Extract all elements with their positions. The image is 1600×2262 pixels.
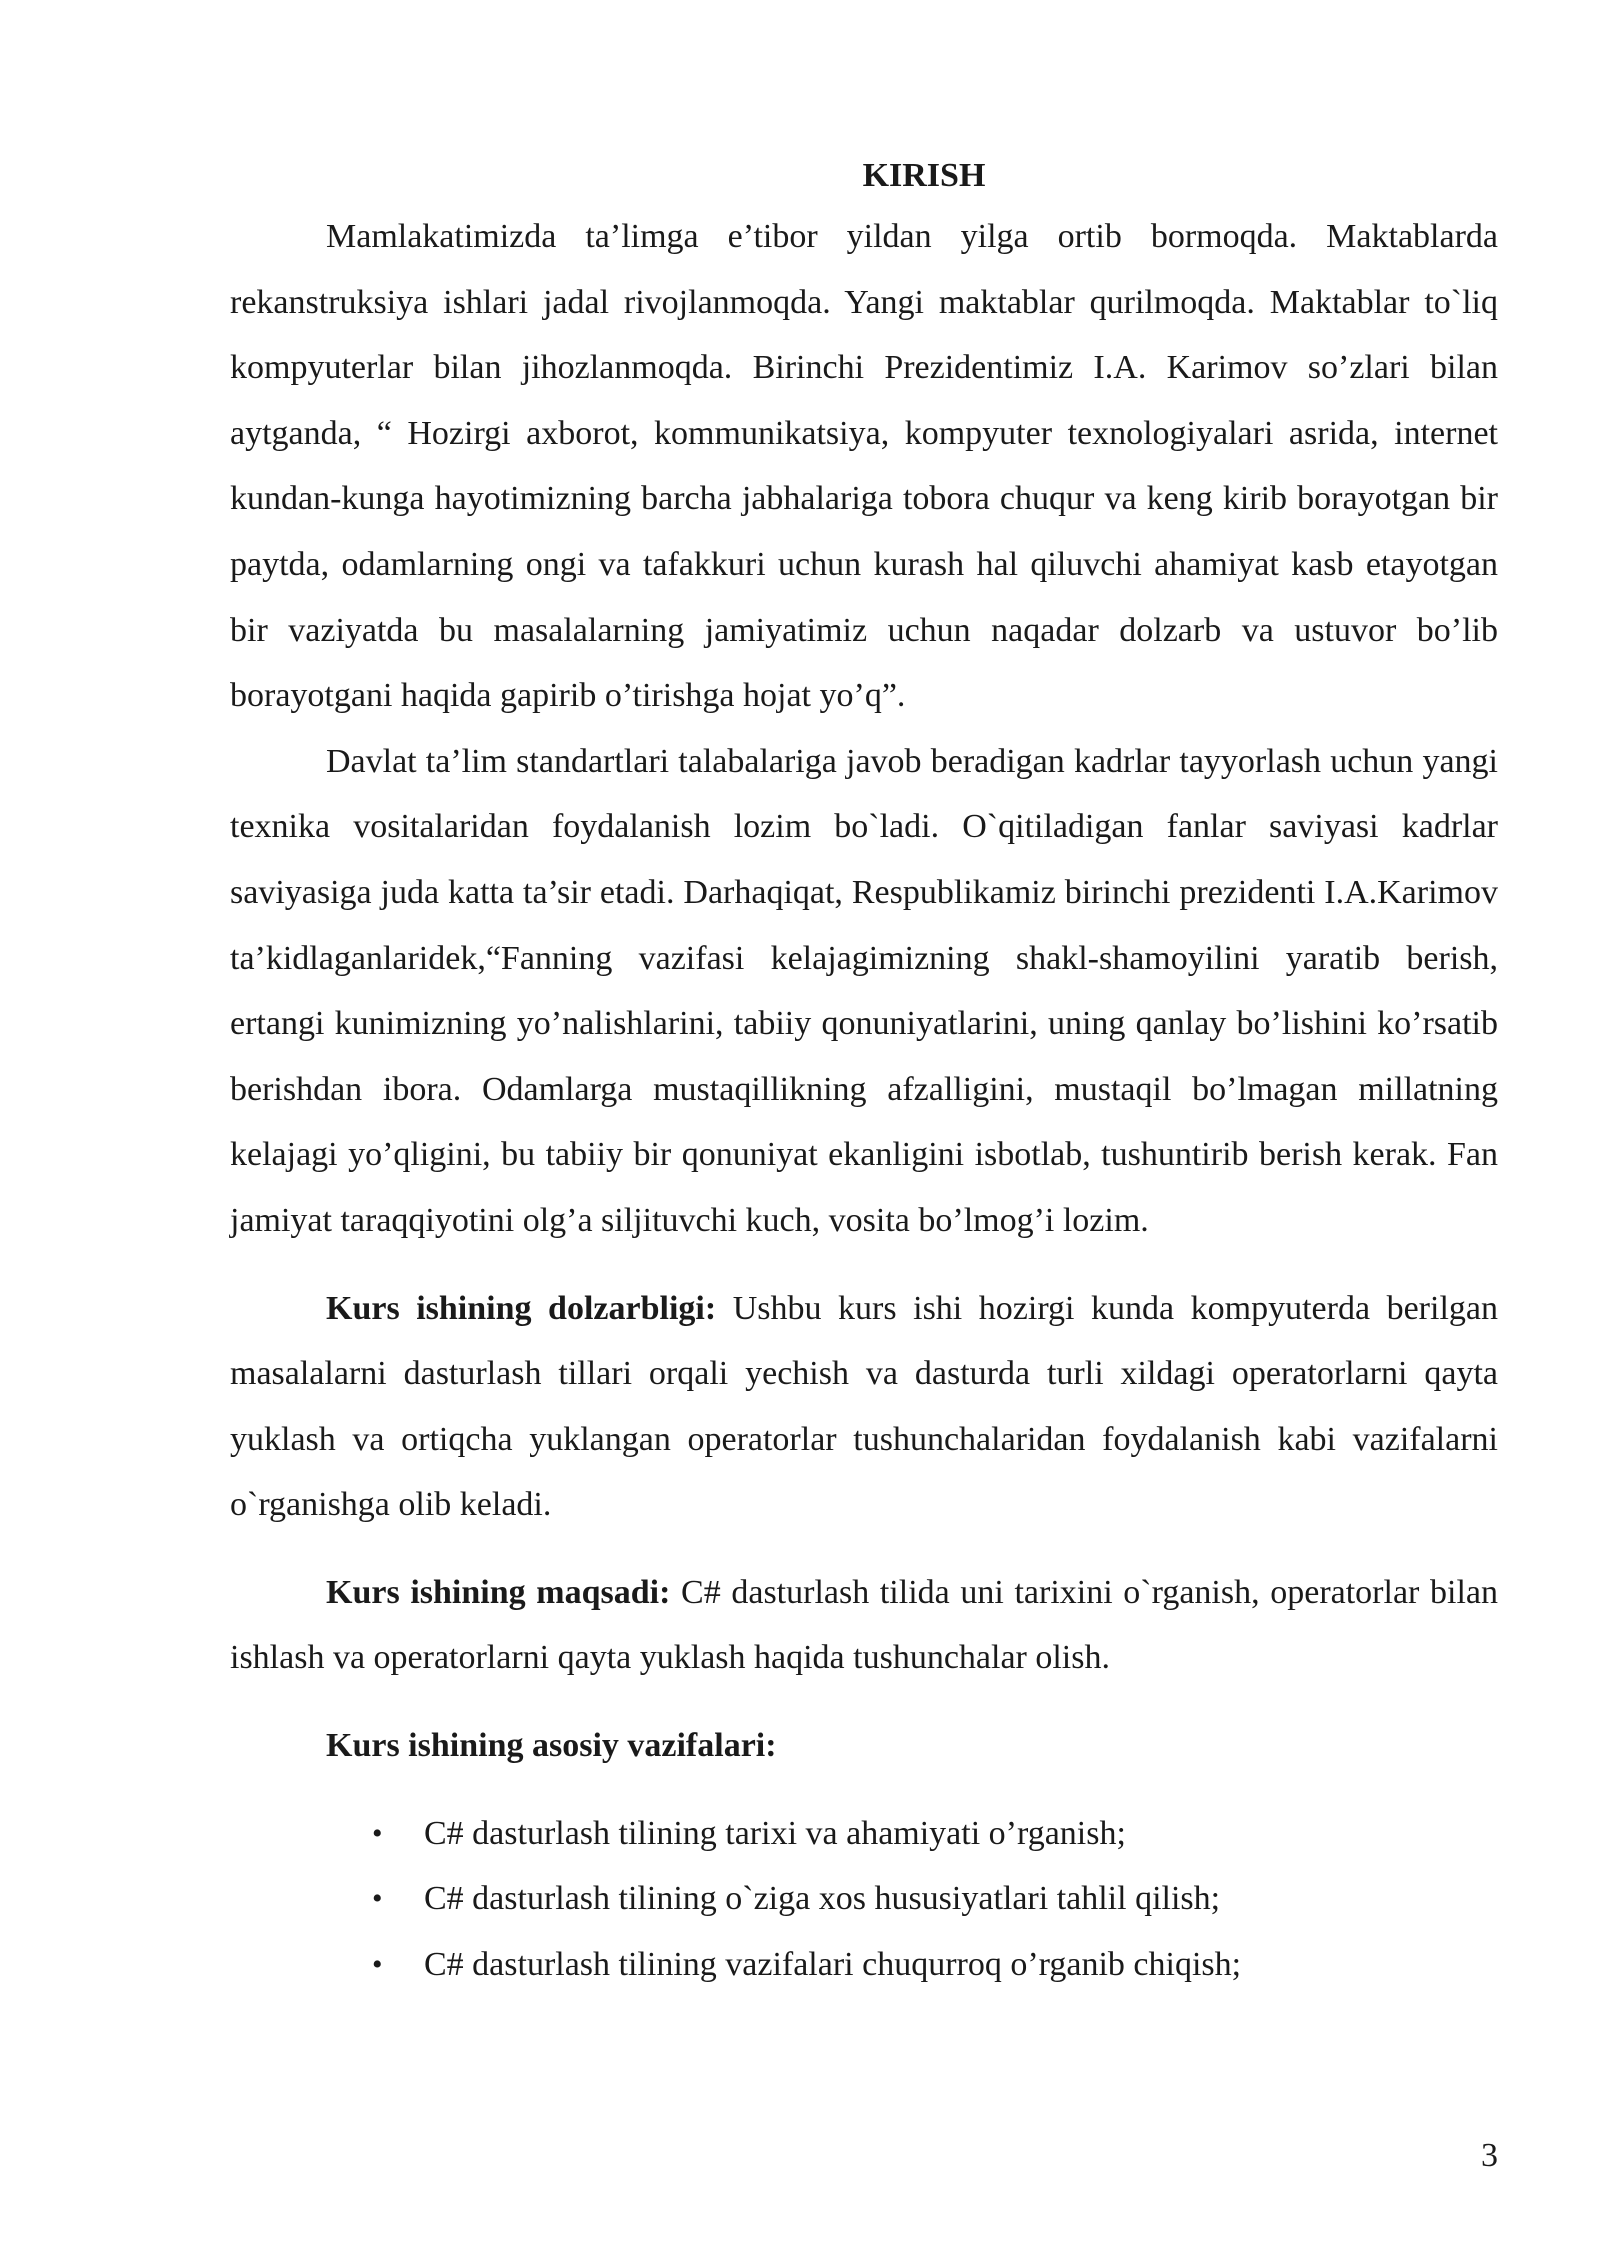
page-title: KIRISH: [862, 157, 986, 194]
task-text: C# dasturlash tilining o`ziga xos hususiyatlari tahlil qilish;: [424, 1880, 1221, 1918]
relevance-paragraph: [230, 1276, 1498, 1538]
tasks-heading: Kurs ishining asosiy vazifalari:: [326, 1727, 777, 1765]
list-item: [372, 1866, 1498, 1932]
intro-paragraph-1: Mamlakatimizda ta’limga e’tibor yildan yilga ortib bormoqda. Maktablarda rekanstruksiya ishlari jadal rivojlanmoqda. Yangi maktablar qurilmoqda. Maktablar to`liq kompyuterlar bilan jihozlanmoqda. Birinchi Prezidentimiz I.A. Karimov so’zlari bilan aytganda, “ Hozirgi axborot, kommunikatsiya, kompyuter texnologiyalari asrida, internet kundan-kunga hayotimizning barcha jabhalariga tobora chuqur va keng kirib borayotgan bir paytda, odamlarning ongi va tafakkuri uchun kurash hal qiluvchi ahamiyat kasb etayotgan bir vaziyatda bu masalalarning jamiyatimiz uchun naqadar dolzarb va ustuvor bo’lib borayotgani haqida gapirib o’tirishga hojat yo’q”.: [230, 218, 1498, 715]
goal-paragraph: [230, 1560, 1498, 1691]
task-text: C# dasturlash tilining vazifalari chuqurroq o’rganib chiqish;: [424, 1945, 1242, 1983]
goal-label: Kurs ishining maqsadi:: [326, 1573, 671, 1611]
bullet-icon: •: [372, 1947, 383, 1981]
relevance-label: Kurs ishining dolzarbligi:: [326, 1289, 717, 1327]
page-number: 3: [1481, 2137, 1498, 2174]
page-content: [230, 150, 1498, 1997]
list-item: [372, 1801, 1498, 1867]
task-text: C# dasturlash tilining tarixi va ahamiyati o’rganish;: [424, 1814, 1126, 1852]
bullet-icon: •: [372, 1882, 383, 1916]
list-item: [372, 1932, 1498, 1998]
intro-paragraph-2: Davlat ta’lim standartlari talabalariga javob beradigan kadrlar tayyorlash uchun yangi texnika vositalaridan foydalanish lozim bo`ladi. O`qitiladigan fanlar saviyasi kadrlar saviyasiga juda katta ta’sir etadi. Darhaqiqat, Respublikamiz birinchi prezidenti I.A.Karimov ta’kidlaganlaridek,“Fanning vazifasi kelajagimizning shakl-shamoyilini yaratib berish, ertangi kunimizning yo’nalishlarini, tabiiy qonuniyatlarini, uning qanlay bo’lishini ko’rsatib berishdan ibora. Odamlarga mustaqillikning afzalligini, mustaqil bo’lmagan millatning kelajagi yo’qligini, bu tabiiy bir qonuniyat ekanligini isbotlab, tushuntirib berish kerak. Fan jamiyat taraqqiyotini olg’a siljituvchi kuch, vosita bo’lmog’i lozim.: [230, 742, 1498, 1239]
tasks-list: [230, 1801, 1498, 1998]
bullet-icon: •: [372, 1816, 383, 1850]
relevance-text: Ushbu kurs ishi hozirgi kunda kompyuterda berilgan masalalarni dasturlash tillari orqali yechish va dasturda turli xildagi operatorlarni qayta yuklash va ortiqcha yuklangan operatorlar tushunchalaridan foydalanish kabi vazifalarni o`rganishga olib keladi.: [230, 1289, 1498, 1524]
goal-text: C# dasturlash tilida uni tarixini o`rganish, operatorlar bilan ishlash va operatorlarni qayta yuklash haqida tushunchalar olish.: [230, 1573, 1498, 1677]
